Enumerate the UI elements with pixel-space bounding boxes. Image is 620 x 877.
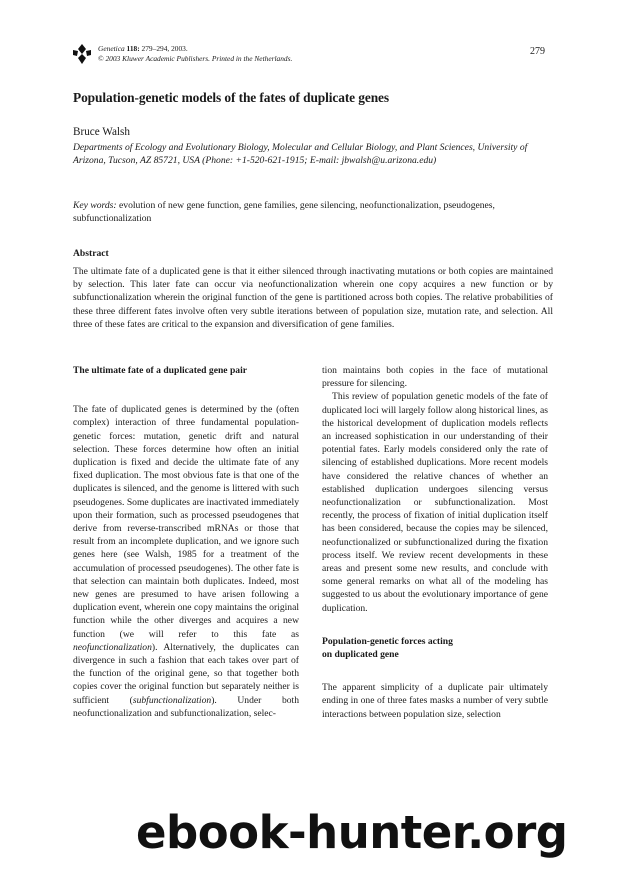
term-subfunctionalization: subfunctionalization xyxy=(132,694,212,706)
para-text: ). Under both neofunctionalization and subfunctionalization, selec- xyxy=(73,694,299,719)
keywords-label: Key words: xyxy=(73,200,117,211)
left-column xyxy=(73,364,299,720)
section-heading: The ultimate fate of a duplicated gene pair xyxy=(73,365,248,376)
copyright-notice: © 2003 Kluwer Academic Publishers. Printed in the Netherlands. xyxy=(98,53,293,63)
section-heading xyxy=(322,635,548,661)
author-name: Bruce Walsh xyxy=(73,126,130,138)
journal-name: Genetica xyxy=(98,44,125,53)
abstract-heading: Abstract xyxy=(73,248,109,259)
body-paragraph xyxy=(73,403,299,720)
page-number: 279 xyxy=(530,46,545,57)
article-title: Population-genetic models of the fates of duplicate genes xyxy=(73,90,390,105)
term-neofunctionalization: neofunctionalization xyxy=(73,641,152,653)
journal-line-2 xyxy=(98,54,292,64)
journal-pages: 279–294, 2003. xyxy=(139,44,188,53)
para-text: ). Alternatively, the duplicates can divergence in such a fashion that each takes over part of the function of the original gene, so that together both copies cover the original function but separately neither is sufficient ( xyxy=(73,641,299,706)
keywords xyxy=(73,199,553,225)
journal-volume: 118: xyxy=(126,44,140,53)
body-paragraph: This review of population genetic models of the fate of duplicated loci will largely follow along historical lines, as the historical development of duplication models reflects an increased sophistication in our understanding of their potential fates. Early models considered only the rate of silencing of established duplications. More recent models have considered the relative chances of whether an established duplication undergoes silencing versus neofunctionalization or subfunctionalization. Most recently, the process of fixation of initial duplication itself has been considered, because the copies may be silenced, neofunctionalized or subfunctionalized during the fixation process itself. We review recent developments in these areas and present some new results, and conclude with some general remarks on what all of the modeling has suggested to us about the evolutionary importance of gene duplication. xyxy=(322,391,548,614)
heading-line: Population-genetic forces acting xyxy=(322,635,453,647)
journal-line-1 xyxy=(98,44,292,54)
para-text: The fate of duplicated genes is determined by the (often complex) interaction of three fundamental population-genetic forces: mutation, genetic drift and natural selection. These forces determine how often an initial duplication is fixed and decide the ultimate fate of any fixed duplication. The most obvious fate is that one of the duplicates is silenced, and the genome is littered with such pseudogenes. Some duplicates are inactivated immediately upon their formation, such as processed pseudogenes that derive from reverse-transcribed mRNAs or those that result from an incomplete duplication, and we ignore such genes here (see Walsh, 1985 for a treatment of the accumulation of processed pseudogenes). The other fate is that selection can maintain both duplicates. Indeed, most new genes are presumed to have arisen following a duplication event, wherein one copy maintains the original function while the other diverges and acquires a new function (we will refer to this fate as xyxy=(73,404,299,640)
body-paragraph: The apparent simplicity of a duplicate pair ultimately ending in one of three fates masks a number of very subtle interactions between population size, selection xyxy=(322,682,548,720)
right-column xyxy=(322,364,548,721)
watermark-text: ebook-hunter.org xyxy=(136,806,568,859)
journal-citation xyxy=(98,44,292,63)
keywords-list: evolution of new gene function, gene families, gene silencing, neofunctionalization, pseudogenes, subfunctionalization xyxy=(73,200,495,225)
body-paragraph: tion maintains both copies in the face of mutational pressure for silencing. xyxy=(322,365,548,390)
author-affiliation: Departments of Ecology and Evolutionary Biology, Molecular and Cellular Biology, and Plant Sciences, University of Arizona, Tucson, AZ 85721, USA (Phone: +1-520-621-1915; E-mail: jbwalsh@u.arizona.edu) xyxy=(73,142,528,167)
publisher-logo-icon xyxy=(73,44,91,64)
abstract-text: The ultimate fate of a duplicated gene is that it either silenced through inactivating mutations or both copies are maintained by selection. This later fate can occur via neofunctionalization wherein one copy acquires a new function or by subfunctionalization wherein the original function of the gene is partitioned across both copies. The relative probabilities of these three different fates involve often very subtle iterations between of population size, mutation rate, and selection. All three of these fates are critical to the expansion and diversification of gene families. xyxy=(73,266,553,330)
heading-line: on duplicated gene xyxy=(322,649,399,661)
